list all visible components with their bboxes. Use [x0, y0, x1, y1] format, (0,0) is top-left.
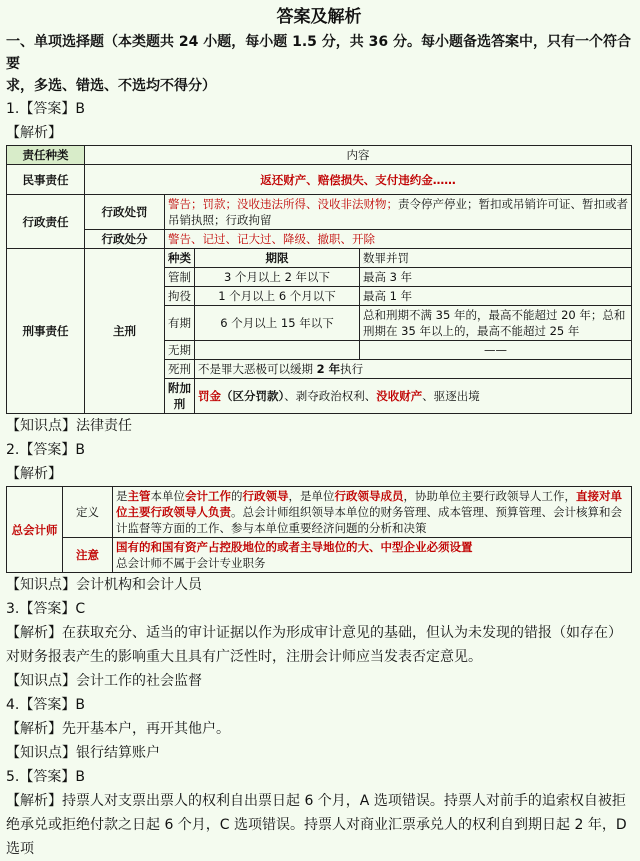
- death-penalty-pre-text: 不是罪大恶极可以缓期: [198, 362, 317, 376]
- penalty-combined-cell: 总和刑期不满 35 年的，最高不能超过 20 年；总和刑期在 35 年以上的，最高不能超过 25 年: [360, 306, 632, 341]
- definition-text-part: 主管: [127, 489, 151, 503]
- main-penalty-label: 主刑: [85, 249, 165, 414]
- q2-answer: 2.【答案】B: [6, 442, 85, 458]
- table-header-content: 内容: [85, 146, 632, 165]
- deportation-text: 、驱逐出境: [422, 389, 480, 403]
- q4-answer: 4.【答案】B: [6, 697, 85, 713]
- fine-note-text: （区分罚款）: [221, 389, 285, 403]
- note-plain-text: 总会计师不属于会计专业职务: [116, 556, 266, 570]
- table-header-type: 责任种类: [7, 146, 85, 165]
- chief-accountant-label: 总会计师: [7, 487, 63, 573]
- definition-text-part: 会计工作: [185, 489, 231, 503]
- q2-analysis-label: 【解析】: [6, 466, 62, 482]
- additional-penalty-content: [195, 379, 632, 414]
- q1-knowledge: 【知识点】法律责任: [6, 418, 132, 434]
- penalty-combined-cell: 最高 1 年: [360, 287, 632, 306]
- q4-analysis: 【解析】先开基本户，再开其他户。: [6, 721, 230, 737]
- admin-sanction-label: 行政处分: [85, 230, 165, 249]
- penalty-combined-cell: ——: [360, 341, 632, 360]
- definition-text-part: 的: [231, 489, 243, 503]
- penalty-kind-cell: 有期: [165, 306, 195, 341]
- q2-knowledge: 【知识点】会计机构和会计人员: [6, 577, 202, 593]
- penalty-kind-cell: 拘役: [165, 287, 195, 306]
- penalty-kind-cell: 管制: [165, 268, 195, 287]
- section-heading-line-1: 一、单项选择题（本类题共 24 小题，每小题 1.5 分，共 36 分。每小题备选答案中，只有一个符合要: [6, 34, 632, 72]
- admin-sanction-content: 警告、记过、记大过、降级、撤职、开除: [165, 230, 632, 249]
- section-heading: [6, 31, 632, 97]
- chief-accountant-table: [6, 486, 632, 573]
- definition-content: [113, 487, 632, 538]
- penalty-term-cell: 3 个月以上 2 年以下: [195, 268, 360, 287]
- page-title: 答案及解析: [276, 7, 362, 27]
- q3-analysis: 【解析】在获取充分、适当的审计证据以作为形成审计意见的基础，但认为未发现的错报（如存在）对财务报表产生的影响重大且具有广泛性时，注册会计师应当发表否定意见。: [6, 625, 622, 665]
- penalty-term-cell: 1 个月以上 6 个月以下: [195, 287, 360, 306]
- sub-header-combined: 数罪并罚: [360, 249, 632, 268]
- section-heading-line-2: 求，多选、错选、不选均不得分）: [6, 78, 216, 94]
- admin-liability-label: 行政责任: [7, 195, 85, 249]
- definition-text-part: 。总会计师组织领导本单位的财务管理、成本管理、预算管理、会计核算和会计监督等方面的工作、参与本单位重要经济问题的分析和决策: [116, 505, 622, 535]
- additional-penalty-label: 附加刑: [165, 379, 195, 414]
- definition-text-part: 本单位: [150, 489, 185, 503]
- note-label: 注意: [63, 538, 113, 573]
- fine-text: 罚金: [198, 389, 221, 403]
- q4-knowledge: 【知识点】银行结算账户: [6, 745, 160, 761]
- q3-knowledge: 【知识点】会计工作的社会监督: [6, 673, 202, 689]
- q3-answer: 3.【答案】C: [6, 601, 86, 617]
- death-penalty-content: [195, 360, 632, 379]
- q1-answer: 1.【答案】B: [6, 101, 85, 117]
- penalty-term-cell: [195, 341, 360, 360]
- definition-text-part: 行政领导: [242, 489, 289, 503]
- note-red-text: 国有的和国有资产占控股地位的或者主导地位的大、中型企业必须设置: [116, 540, 473, 554]
- death-penalty-post-text: 执行: [340, 362, 364, 376]
- admin-penalty-content: [165, 195, 632, 230]
- note-content: [113, 538, 632, 573]
- admin-penalty-label: 行政处罚: [85, 195, 165, 230]
- definition-text-part: 行政领导成员: [334, 489, 404, 503]
- penalty-kind-cell: 无期: [165, 341, 195, 360]
- penalty-combined-cell: 最高 3 年: [360, 268, 632, 287]
- death-penalty-bold-text: 2 年: [316, 362, 341, 376]
- q5-answer: 5.【答案】B: [6, 769, 85, 785]
- q1-analysis-label: 【解析】: [6, 125, 62, 141]
- definition-text-part: ，协助单位主要行政领导人工作，: [403, 489, 576, 503]
- civil-liability-content: 返还财产、赔偿损失、支付违约金……: [85, 165, 632, 195]
- sub-header-term: 期限: [195, 249, 360, 268]
- penalty-term-cell: 6 个月以上 15 年以下: [195, 306, 360, 341]
- admin-penalty-rest-text: 责令停产停业；暂扣或吊销许可证、暂扣或者吊销执照；行政拘留: [168, 197, 628, 227]
- criminal-liability-label: 刑事责任: [7, 249, 85, 414]
- definition-text-part: ，是单位: [288, 489, 335, 503]
- confiscation-text: 没收财产: [376, 389, 423, 403]
- civil-liability-label: 民事责任: [7, 165, 85, 195]
- deprivation-text: 、剥夺政治权利、: [284, 389, 377, 403]
- liability-table: [6, 145, 632, 414]
- admin-penalty-red-text: 警告；罚款；没收违法所得、没收非法财物；: [168, 197, 398, 211]
- death-penalty-label: 死刑: [165, 360, 195, 379]
- definition-text-part: 直接对单位主要行政领导人负责: [116, 489, 622, 519]
- sub-header-kind: 种类: [165, 249, 195, 268]
- q5-analysis: 【解析】持票人对支票出票人的权利自出票日起 6 个月，A 选项错误。持票人对前手的追索权自被拒绝承兑或拒绝付款之日起 6 个月，C 选项错误。持票人对商业汇票承兑人的权利自到期日起 2 年，D 选项: [6, 793, 627, 857]
- definition-label: 定义: [63, 487, 113, 538]
- definition-text-part: 是: [116, 489, 128, 503]
